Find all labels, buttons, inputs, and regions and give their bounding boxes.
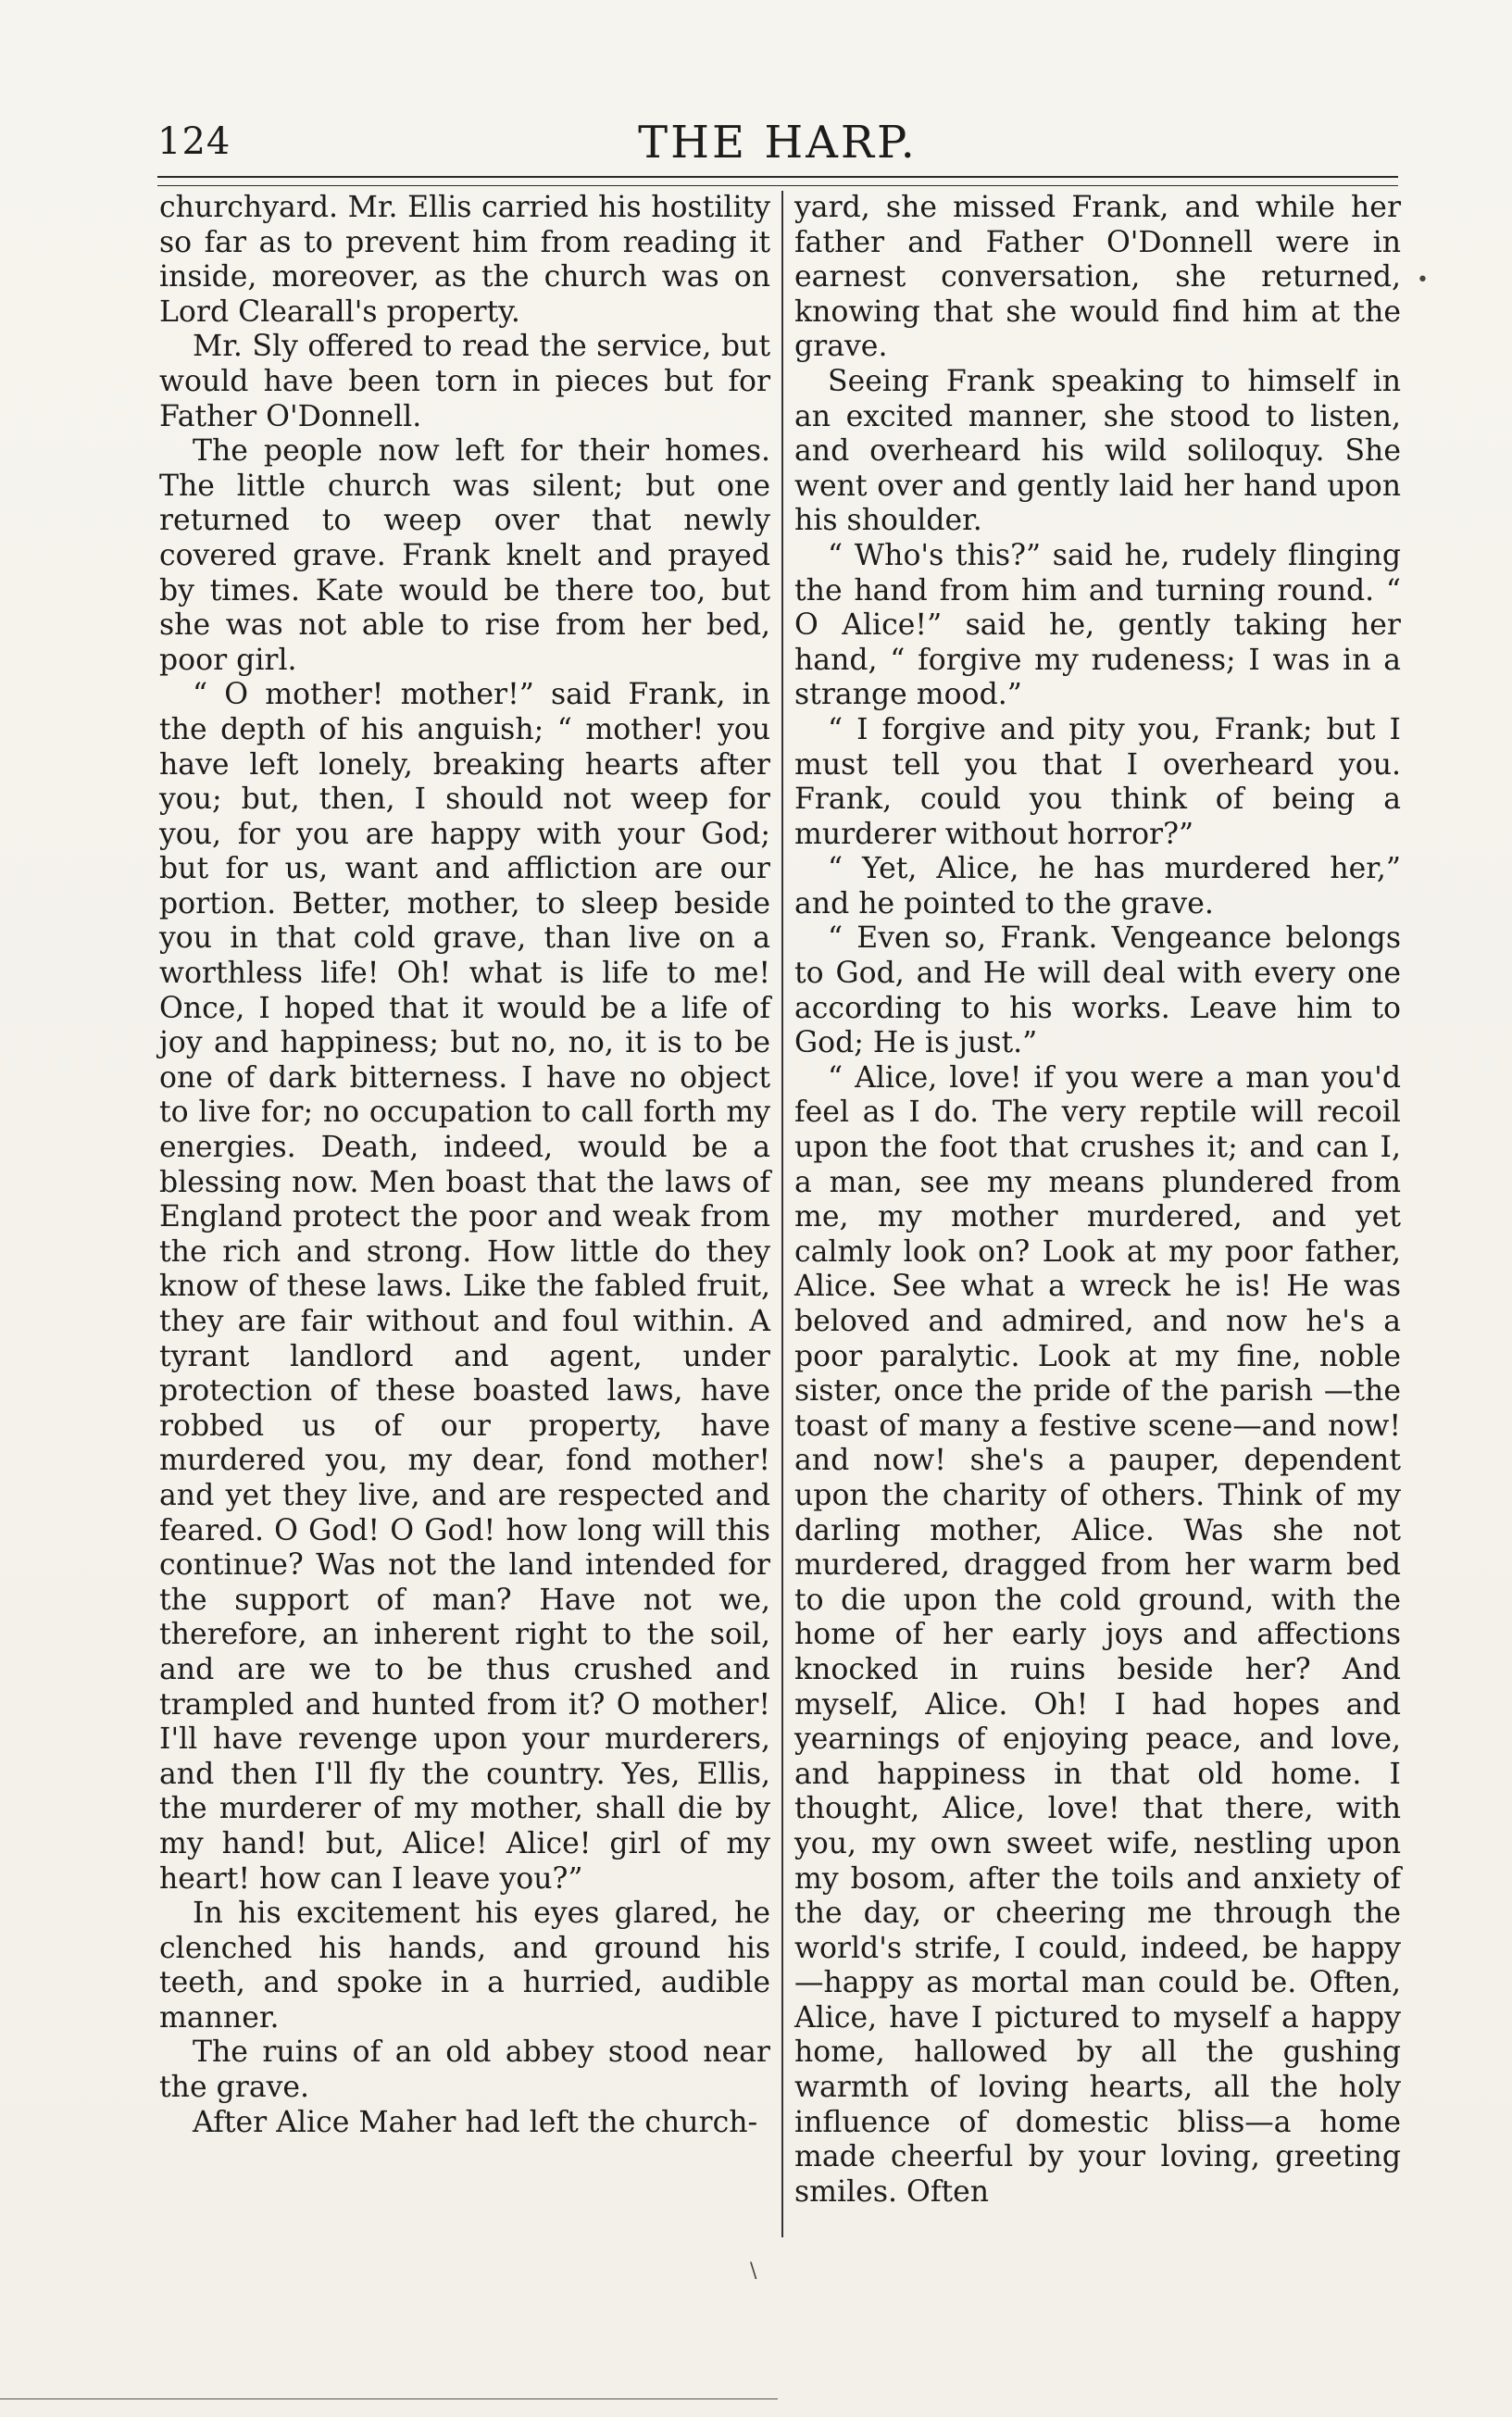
ink-speck: • xyxy=(1417,269,1429,292)
header-rule-thick xyxy=(157,176,1398,178)
right-column xyxy=(794,191,1401,2210)
running-title: THE HARP. xyxy=(638,117,918,169)
paragraph: “ Alice, love! if you were a man you'd feel as I do. The very reptile will recoil upon the foot that crushes it; and can I, a man, see my means plundered from me, my mother murdered, and yet calmly look on? Look at my poor father, Alice. See what a wreck he is! He was beloved and admired, and now he's a poor paralytic. Look at my fine, noble sister, once the pride of the parish —the toast of many a festive scene—and now! and now! she's a pauper, dependent upon the charity of others. Think of my darling mother, Alice. Was she not murdered, dragged from her warm bed to die upon the cold ground, with the home of her early joys and affections knocked in ruins beside her? And myself, Alice. Oh! I had hopes and yearnings of enjoying peace, and love, and happiness in that old home. I thought, Alice, love! that there, with you, my own sweet wife, nestling upon my bosom, after the toils and anxiety of the day, or cheering me through the world's strife, I could, indeed, be happy—happy as mortal man could be. Often, Alice, have I pictured to myself a happy home, hallowed by all the gushing warmth of loving hearts, all the holy influence of domestic bliss—a home made cheerful by your loving, greeting smiles. Often xyxy=(794,1060,1401,2209)
footer-rule xyxy=(0,2398,778,2399)
paragraph: Mr. Sly offered to read the service, but would have been torn in pieces but for Father O'Donnell. xyxy=(159,330,770,433)
page-number: 124 xyxy=(157,120,231,163)
paragraph: The ruins of an old abbey stood near the grave. xyxy=(159,2035,770,2105)
paragraph: churchyard. Mr. Ellis carried his hostility so far as to prevent him from reading it inside, moreover, as the church was on Lord Clearall's property. xyxy=(159,191,770,329)
paragraph: After Alice Maher had left the church- xyxy=(193,2105,758,2139)
paragraph: In his excitement his eyes glared, he clenched his hands, and ground his teeth, and spoke in a hurried, audible manner. xyxy=(159,1897,770,2035)
column-divider xyxy=(781,191,783,2237)
header-rule-thin xyxy=(157,185,1398,186)
paragraph: “ Who's this?” said he, rudely flinging the hand from him and turning round. “ O Alice!” said he, gently taking her hand, “ forgive my rudeness; I was in a strange mood.” xyxy=(794,538,1401,712)
paragraph: The people now left for their homes. The little church was silent; but one returned to weep over that newly covered grave. Frank knelt and prayed by times. Kate would be there too, but she was not able to rise from her bed, poor girl. xyxy=(159,434,770,677)
left-column xyxy=(159,191,770,2140)
ink-speck: \ xyxy=(750,2260,757,2283)
paragraph: “ Yet, Alice, he has murdered her,” and he pointed to the grave. xyxy=(794,852,1401,920)
paragraph: “ Even so, Frank. Vengeance belongs to God, and He will deal with every one according to his works. Leave him to God; He is just.” xyxy=(794,921,1401,1060)
paragraph: “ I forgive and pity you, Frank; but I must tell you that I overheard you. Frank, could you think of being a murderer without horror?” xyxy=(794,712,1401,851)
paragraph: yard, she missed Frank, and while her father and Father O'Donnell were in earnest conversation, she returned, knowing that she would find him at the grave. xyxy=(794,191,1401,364)
page-header xyxy=(157,109,1398,174)
paragraph: Seeing Frank speaking to himself in an excited manner, she stood to listen, and overheard his wild soliloquy. She went over and gently laid her hand upon his shoulder. xyxy=(794,364,1401,538)
paragraph: “ O mother! mother!” said Frank, in the depth of his anguish; “ mother! you have left lonely, breaking hearts after you; but, then, I should not weep for you, for you are happy with your God; but for us, want and affliction are our portion. Better, mother, to sleep beside you in that cold grave, than live on a worthless life! Oh! what is life to me! Once, I hoped that it would be a life of joy and happiness; but no, no, it is to be one of dark bitterness. I have no object to live for; no occupation to call forth my energies. Death, indeed, would be a blessing now. Men boast that the laws of England protect the poor and weak from the rich and strong. How little do they know of these laws. Like the fabled fruit, they are fair without and foul within. A tyrant landlord and agent, under protection of these boasted laws, have robbed us of our property, have murdered you, my dear, fond mother! and yet they live, and are respected and feared. O God! O God! how long will this continue? Was not the land intended for the support of man? Have not we, therefore, an inherent right to the soil, and are we to be thus crushed and trampled and hunted from it? O mother! I'll have revenge upon your murderers, and then I'll fly the country. Yes, Ellis, the murderer of my mother, shall die by my hand! but, Alice! Alice! girl of my heart! how can I leave you?” xyxy=(159,678,770,1896)
